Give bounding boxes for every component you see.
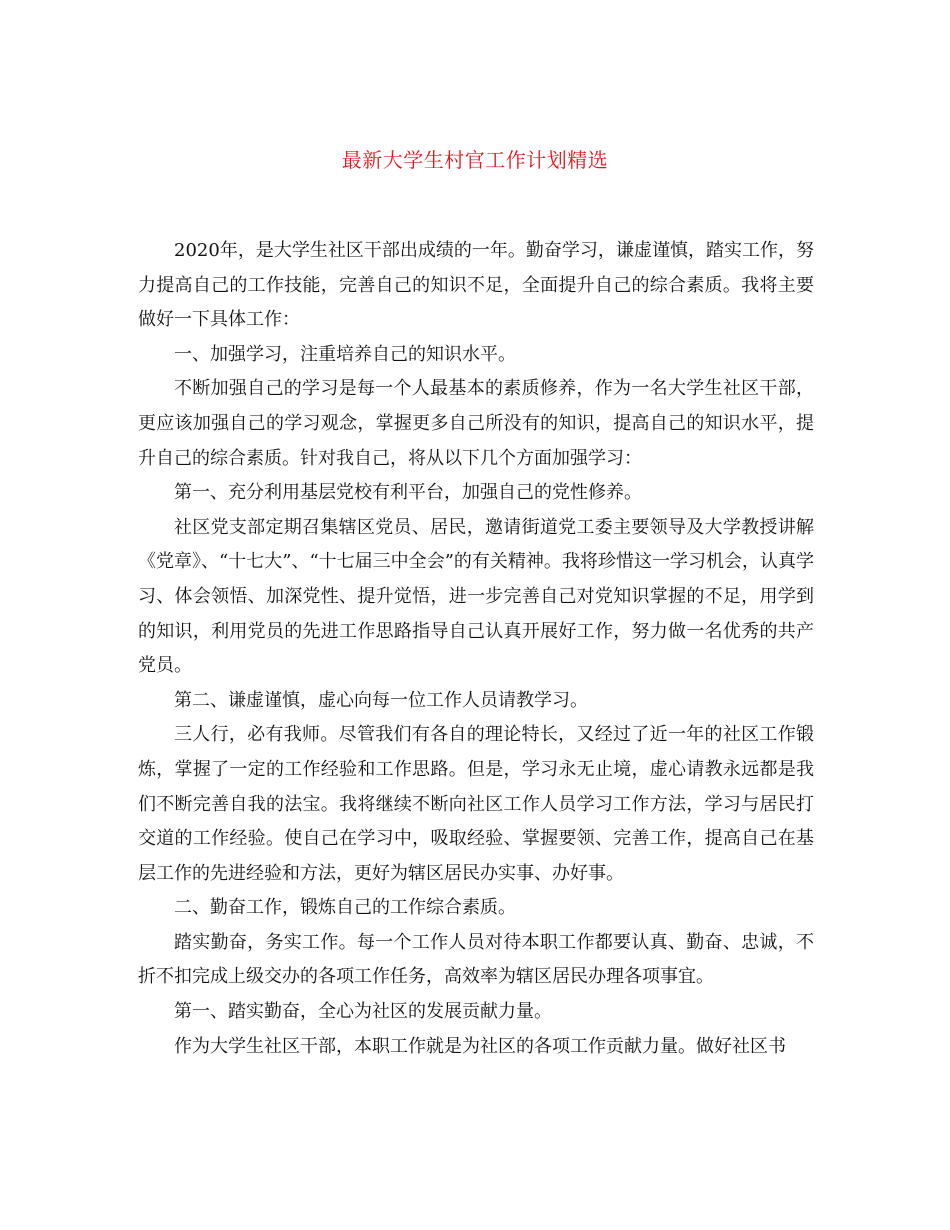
document-body — [138, 234, 814, 1064]
paragraph: 踏实勤奋，务实工作。每一个工作人员对待本职工作都要认真、勤奋、忠诚，不折不扣完成上级交办的各项工作任务，高效率为辖区居民办理各项事宜。 — [138, 931, 814, 988]
paragraph-intro: 2020年，是大学生社区干部出成绩的一年。勤奋学习，谦虚谨慎，踏实工作，努力提高自己的工作技能，完善自己的知识不足，全面提升自己的综合素质。我将主要做好一下具体工作： — [138, 240, 814, 331]
paragraph: 社区党支部定期召集辖区党员、居民，邀请街道党工委主要领导及大学教授讲解《党章》、“十七大”、“十七届三中全会”的有关精神。我将珍惜这一学习机会，认真学习、体会领悟、加深党性、提升觉悟，进一步完善自己对党知识掌握的不足，用学到的知识，利用党员的先进工作思路指导自己认真开展好工作，努力做一名优秀的共产党员。 — [138, 516, 814, 677]
paragraph: 作为大学生社区干部，本职工作就是为社区的各项工作贡献力量。做好社区书 — [174, 1035, 786, 1057]
document-title: 最新大学生村官工作计划精选 — [341, 148, 609, 172]
paragraph-heading-2: 二、勤奋工作，锻炼自己的工作综合素质。 — [174, 897, 516, 919]
paragraph-heading-1: 一、加强学习，注重培养自己的知识水平。 — [174, 343, 516, 365]
paragraph-subheading: 第一、踏实勤奋，全心为社区的发展贡献力量。 — [174, 1001, 552, 1023]
paragraph-subheading: 第一、充分利用基层党校有利平台，加强自己的党性修养。 — [174, 482, 642, 504]
paragraph-subheading: 第二、谦虚谨慎，虚心向每一位工作人员请教学习。 — [174, 689, 588, 711]
paragraph: 三人行，必有我师。尽管我们有各自的理论特长，又经过了近一年的社区工作锻炼，掌握了一定的工作经验和工作思路。但是，学习永无止境，虚心请教永远都是我们不断完善自我的法宝。我将继续不断向社区工作人员学习工作方法，学习与居民打交道的工作经验。使自己在学习中，吸取经验、掌握要领、完善工作，提高自己在基层工作的先进经验和方法，更好为辖区居民办实事、办好事。 — [138, 724, 814, 884]
paragraph: 不断加强自己的学习是每一个人最基本的素质修养，作为一名大学生社区干部，更应该加强自己的学习观念，掌握更多自己所没有的知识，提高自己的知识水平，提升自己的综合素质。针对我自己，将从以下几个方面加强学习： — [138, 378, 814, 469]
